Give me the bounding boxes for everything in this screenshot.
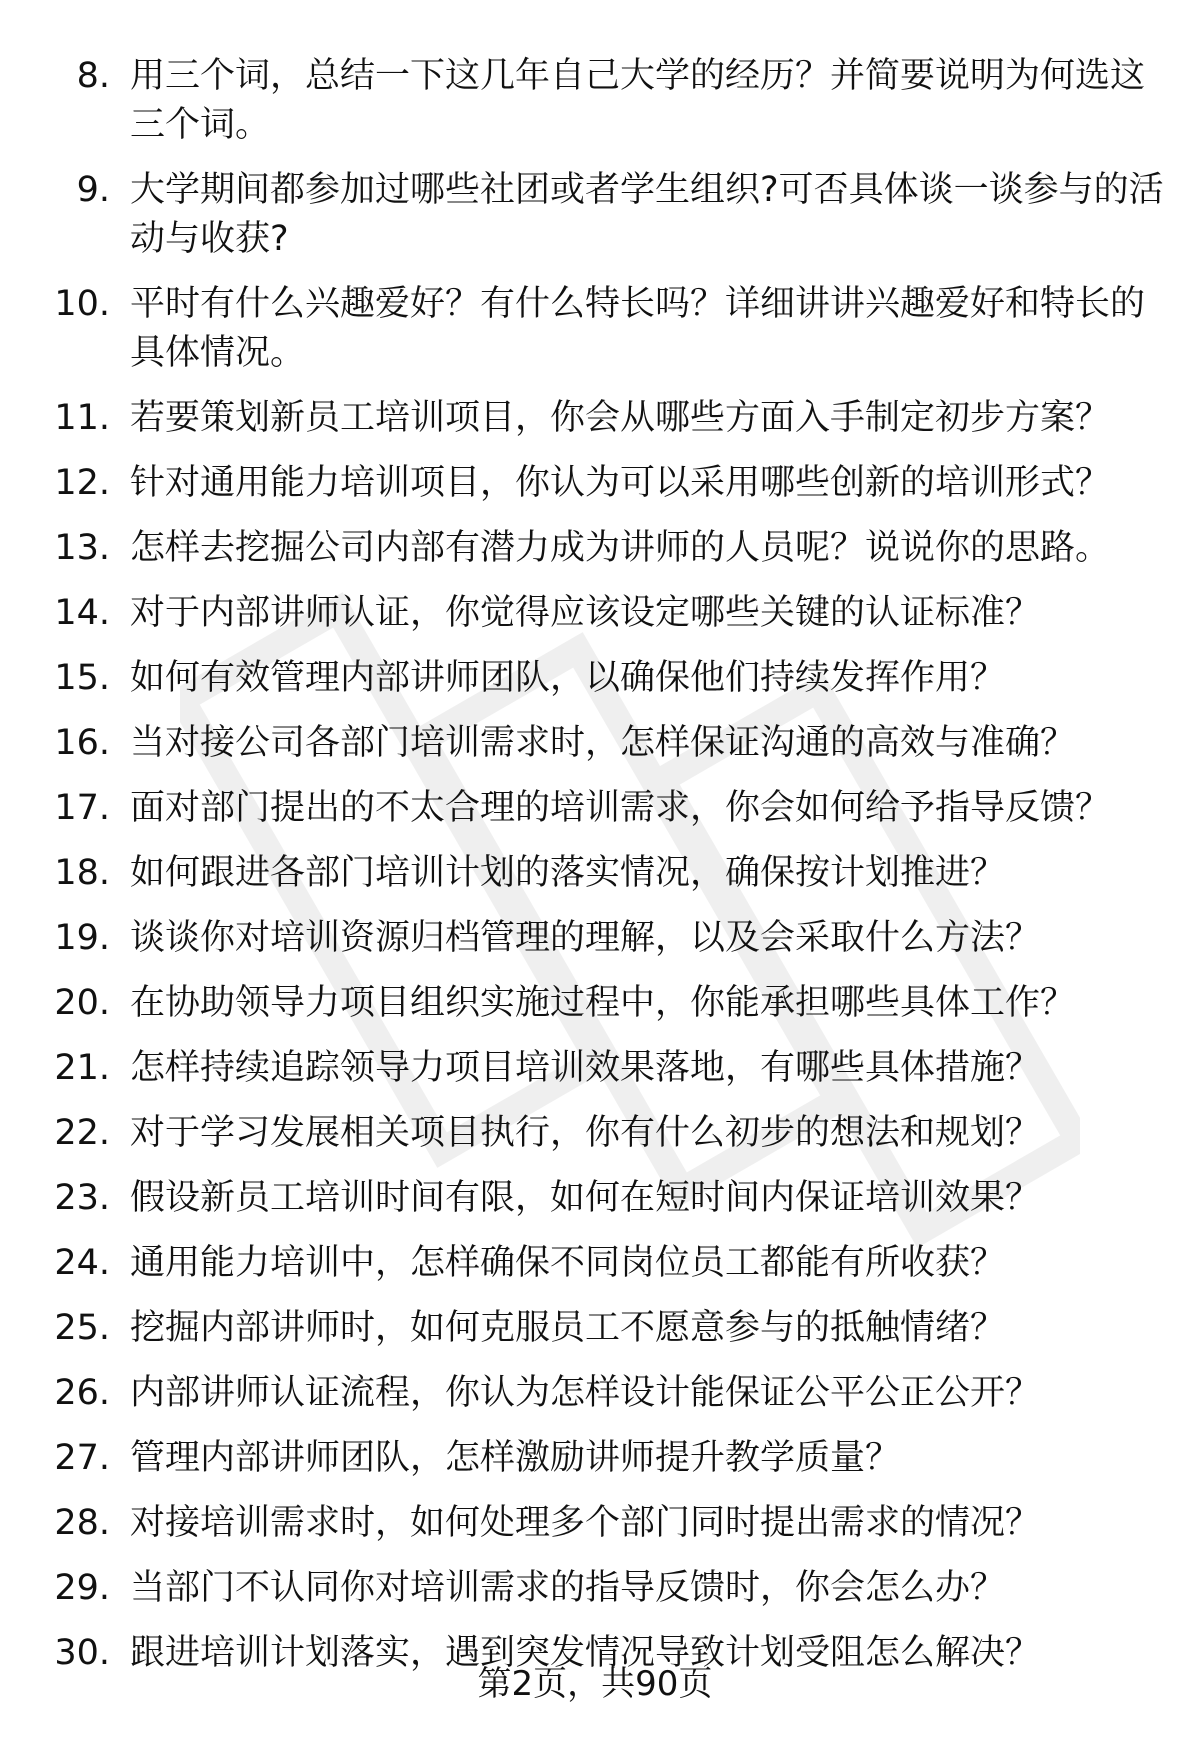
- question-item: [0, 1369, 1190, 1418]
- question-text: 对于内部讲师认证，你觉得应该设定哪些关键的认证标准？: [130, 593, 1041, 633]
- question-item: [0, 979, 1190, 1028]
- question-number: 12.: [54, 463, 110, 503]
- question-text: 怎样持续追踪领导力项目培训效果落地，有哪些具体措施？: [130, 1048, 1041, 1088]
- question-item: [0, 459, 1190, 508]
- question-text: 如何跟进各部门培训计划的落实情况，确保按计划推进？: [130, 853, 1006, 893]
- question-item: [0, 914, 1190, 963]
- question-item: [0, 1239, 1190, 1288]
- question-text: 在协助领导力项目组织实施过程中，你能承担哪些具体工作？: [130, 983, 1076, 1023]
- question-item: [0, 1564, 1190, 1613]
- question-number: 30.: [54, 1633, 110, 1673]
- question-item: [0, 280, 1190, 378]
- question-number: 13.: [54, 528, 110, 568]
- question-text: 谈谈你对培训资源归档管理的理解，以及会采取什么方法？: [130, 918, 1041, 958]
- question-number: 24.: [54, 1243, 110, 1283]
- question-number: 26.: [54, 1373, 110, 1413]
- question-number: 14.: [54, 593, 110, 633]
- question-text: 对于学习发展相关项目执行，你有什么初步的想法和规划？: [130, 1113, 1041, 1153]
- question-item: [0, 1174, 1190, 1223]
- question-number: 9.: [76, 170, 110, 210]
- question-item: [0, 1304, 1190, 1353]
- question-text: 内部讲师认证流程，你认为怎样设计能保证公平公正公开？: [130, 1373, 1041, 1413]
- question-text: 管理内部讲师团队，怎样激励讲师提升教学质量？: [130, 1438, 901, 1478]
- question-number: 21.: [54, 1048, 110, 1088]
- question-number: 29.: [54, 1568, 110, 1608]
- question-number: 25.: [54, 1308, 110, 1348]
- page-number-label: 第2页，共90页: [477, 1664, 713, 1704]
- question-item: [0, 166, 1190, 264]
- page-footer: [0, 1662, 1190, 1706]
- question-number: 16.: [54, 723, 110, 763]
- question-text: 平时有什么兴趣爱好？有什么特长吗？详细讲讲兴趣爱好和特长的具体情况。: [130, 284, 1146, 373]
- question-text: 假设新员工培训时间有限，如何在短时间内保证培训效果？: [130, 1178, 1041, 1218]
- question-text: 如何有效管理内部讲师团队，以确保他们持续发挥作用？: [130, 658, 1006, 698]
- question-text: 针对通用能力培训项目，你认为可以采用哪些创新的培训形式？: [130, 463, 1111, 503]
- question-text: 若要策划新员工培训项目，你会从哪些方面入手制定初步方案？: [130, 398, 1111, 438]
- question-number: 17.: [54, 788, 110, 828]
- question-number: 15.: [54, 658, 110, 698]
- question-item: [0, 524, 1190, 573]
- question-item: [0, 784, 1190, 833]
- question-text: 用三个词，总结一下这几年自己大学的经历？并简要说明为何选这三个词。: [130, 56, 1146, 145]
- question-list: [0, 52, 1190, 1694]
- question-text: 大学期间都参加过哪些社团或者学生组织?可否具体谈一谈参与的活动与收获?: [130, 170, 1164, 259]
- question-number: 19.: [54, 918, 110, 958]
- question-number: 8.: [76, 56, 110, 96]
- question-item: [0, 849, 1190, 898]
- question-number: 27.: [54, 1438, 110, 1478]
- question-number: 10.: [54, 284, 110, 324]
- question-text: 跟进培训计划落实，遇到突发情况导致计划受阻怎么解决？: [130, 1633, 1041, 1673]
- question-item: [0, 654, 1190, 703]
- question-text: 通用能力培训中，怎样确保不同岗位员工都能有所收获？: [130, 1243, 1006, 1283]
- question-number: 18.: [54, 853, 110, 893]
- question-text: 对接培训需求时，如何处理多个部门同时提出需求的情况？: [130, 1503, 1041, 1543]
- question-number: 28.: [54, 1503, 110, 1543]
- question-number: 11.: [54, 398, 110, 438]
- question-item: [0, 52, 1190, 150]
- question-item: [0, 719, 1190, 768]
- question-text: 挖掘内部讲师时，如何克服员工不愿意参与的抵触情绪？: [130, 1308, 1006, 1348]
- question-item: [0, 1109, 1190, 1158]
- question-number: 23.: [54, 1178, 110, 1218]
- question-item: [0, 1044, 1190, 1093]
- question-text: 怎样去挖掘公司内部有潜力成为讲师的人员呢？说说你的思路。: [130, 528, 1111, 568]
- question-number: 20.: [54, 983, 110, 1023]
- question-text: 面对部门提出的不太合理的培训需求，你会如何给予指导反馈？: [130, 788, 1111, 828]
- question-item: [0, 1499, 1190, 1548]
- question-item: [0, 589, 1190, 638]
- question-text: 当部门不认同你对培训需求的指导反馈时，你会怎么办？: [130, 1568, 1006, 1608]
- question-text: 当对接公司各部门培训需求时，怎样保证沟通的高效与准确？: [130, 723, 1076, 763]
- question-number: 22.: [54, 1113, 110, 1153]
- question-item: [0, 1434, 1190, 1483]
- question-item: [0, 394, 1190, 443]
